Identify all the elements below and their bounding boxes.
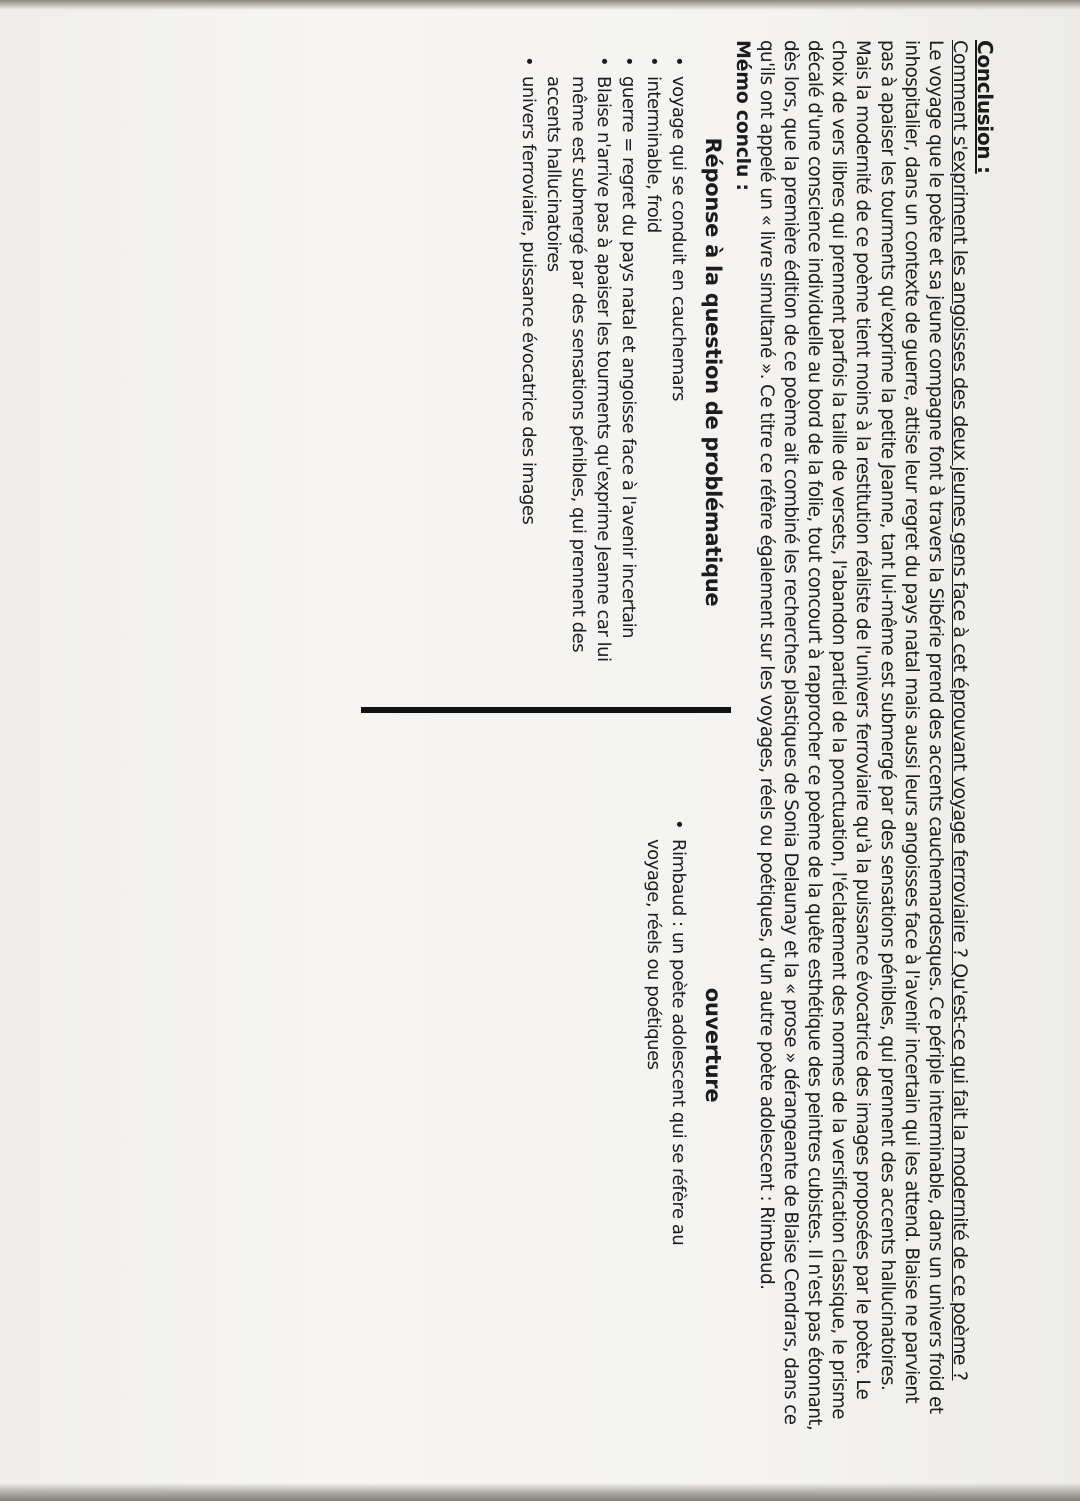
bullet-icon: •	[593, 56, 615, 67]
bullet-icon: •	[618, 56, 640, 67]
conclusion-heading: Conclusion :	[973, 40, 997, 174]
bullet-icon: •	[668, 56, 690, 67]
memo-right-column	[641, 815, 733, 1275]
bullet-icon: •	[518, 56, 540, 67]
column-divider	[361, 707, 731, 713]
paragraph-1: Le voyage que le poète et sa jeune compagne font à travers la Sibérie prend des accents cauchemardesques. Ce périple interminable, dans un univers froid et inhospitalier, dans un contexte de guerre, attise leur regret du pays natal mais aussi leurs angoisses face à l'avenir incertain qui les attend. Blaise ne parvient pas à apaiser les tourments qu'exprime la petite Jeanne, tant lui-même est submergé par des sensations pénibles, qui prennent des accents hallucinatoires.	[876, 40, 946, 1414]
paragraph-2: Mais la modernité de ce poème tient moins à la restitution réaliste de l'univers ferroviaire qu'à la puissance évocatrice des images proposées par le poète. Le choix de vers libres qui prennent parfois la taille de versets, l'abandon partiel de la ponctuation, l'éclatement des normes de la versification classique, le prisme décalé d'une conscience individuelle au bord de la folie, tout concourt à rapprocher ce poème de la quête esthétique des peintres cubistes. Il n'est pas étonnant, dès lors, que la première édition de ce poème ait combiné les recherches plastiques de Sonia Delaunay et la « prose » dérangeante de Blaise Cendrars, dans ce qu'ils ont appelé un « livre simultané ». Ce titre ce réfère également sur les voyages, réels ou poétiques, d'un autre poète adolescent : Rimbaud.	[755, 40, 874, 1431]
list-item: • interminable, froid	[643, 56, 665, 233]
memo-columns	[353, 40, 733, 1440]
bullet-icon: •	[668, 819, 690, 830]
bullet-icon: •	[643, 56, 665, 67]
list-item: • Blaise n'arrive pas à apaiser les tourments qu'exprime Jeanne car lui même est submergé par des sensations pénibles, qui prennent des accents hallucinatoires	[543, 56, 615, 662]
list-item: • guerre = regret du pays natal et angoisse face à l'avenir incertain	[618, 56, 640, 639]
problematic-question: Comment s'expriment les angoisses des deux jeunes gens face à cet éprouvant voyage ferroviaire ? Qu'est-ce qui fait la modernité de ce poème ?	[949, 40, 971, 1381]
memo-left-column	[516, 52, 733, 692]
list-item: • univers ferroviaire, puissance évocatrice des images	[518, 56, 540, 525]
list-item: • voyage qui se conduit en cauchemars	[668, 56, 690, 401]
memo-title: Mémo conclu :	[732, 40, 755, 191]
opening-bullet-list	[641, 815, 691, 1275]
page-content	[353, 40, 998, 1440]
answer-bullet-list	[516, 52, 691, 692]
answer-title: Réponse à la question de problématique	[701, 137, 726, 607]
list-item: • Rimbaud : un poète adolescent qui se réfère au voyage, réels ou poétiques	[643, 819, 690, 1246]
opening-title: ouverture	[701, 987, 726, 1103]
